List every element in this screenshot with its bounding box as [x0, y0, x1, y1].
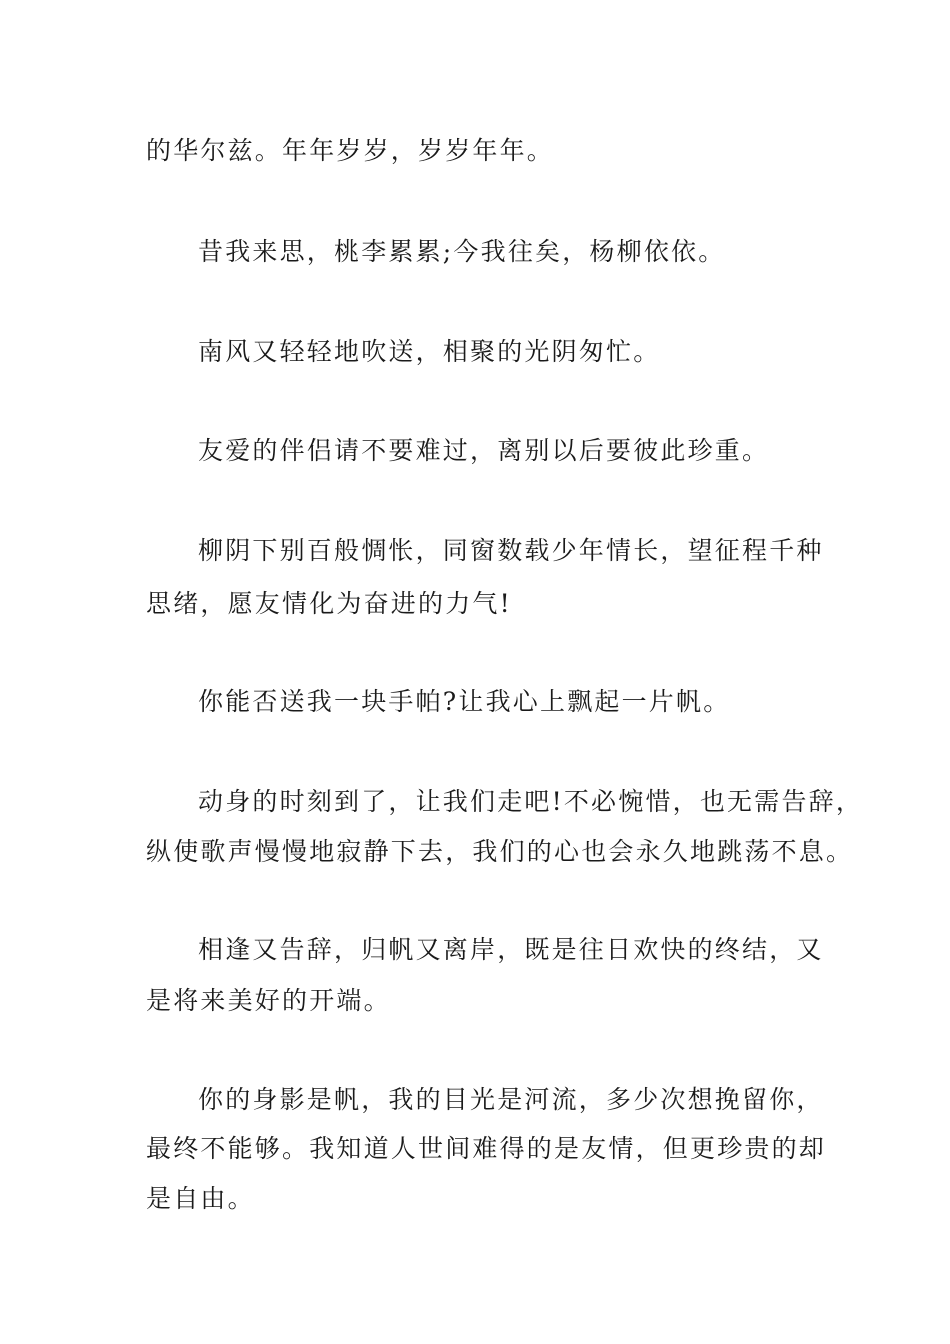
paragraph-line: 昔我来思，桃李累累;今我往矣，杨柳依依。 — [198, 237, 726, 266]
paragraph-line: 动身的时刻到了，让我们走吧!不必惋惜，也无需告辞， — [198, 787, 864, 816]
paragraph-line: 你的身影是帆，我的目光是河流，多少次想挽留你， — [198, 1085, 824, 1114]
text-line: 是自由。 — [146, 1184, 255, 1213]
text-line: 纵使歌声慢慢地寂静下去，我们的心也会永久地跳荡不息。 — [146, 837, 854, 866]
text-line: 思绪，愿友情化为奋进的力气! — [146, 589, 512, 618]
paragraph-line: 南风又轻轻地吹送，相聚的光阴匆忙。 — [198, 337, 661, 366]
text-line: 的华尔兹。年年岁岁，岁岁年年。 — [146, 136, 555, 165]
paragraph-line: 相逢又告辞，归帆又离岸，既是往日欢快的终结，又 — [198, 935, 824, 964]
paragraph-line: 柳阴下别百般惆怅，同窗数载少年情长，望征程千种 — [198, 536, 824, 565]
text-line: 最终不能够。我知道人世间难得的是友情，但更珍贵的却 — [146, 1134, 827, 1163]
paragraph-line: 友爱的伴侣请不要难过，离别以后要彼此珍重。 — [198, 436, 770, 465]
paragraph-line: 你能否送我一块手帕?让我心上飘起一片帆。 — [198, 687, 731, 716]
text-line: 是将来美好的开端。 — [146, 986, 391, 1015]
